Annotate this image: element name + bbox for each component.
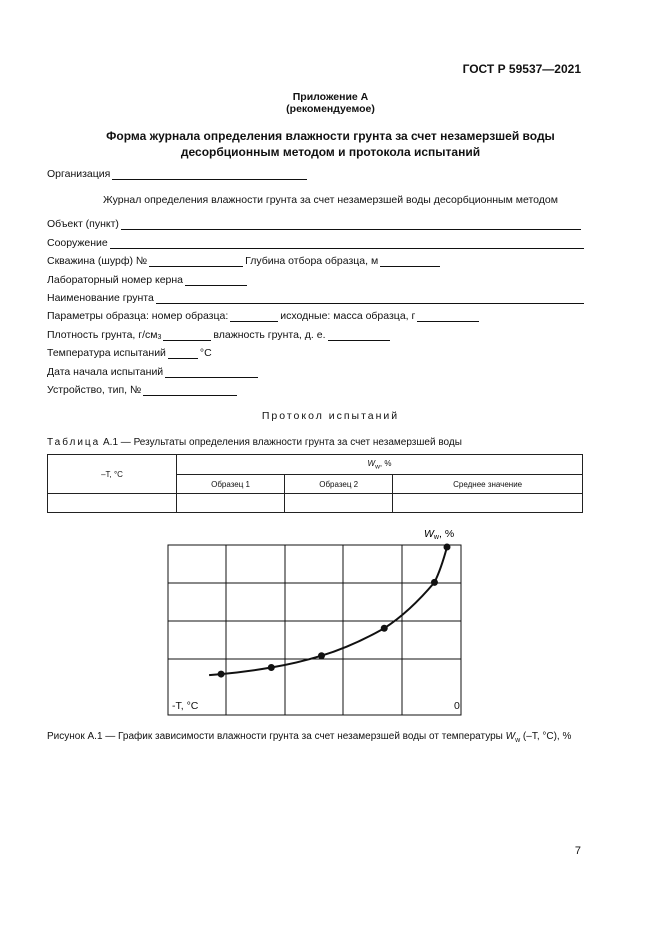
table-caption-prefix: Таблица bbox=[47, 437, 101, 448]
document-code: ГОСТ Р 59537—2021 bbox=[462, 62, 581, 76]
form-title bbox=[0, 128, 661, 160]
page-number: 7 bbox=[574, 845, 581, 857]
organization-field bbox=[47, 168, 309, 180]
figure-caption-sub: w bbox=[515, 737, 521, 744]
params-field bbox=[47, 310, 481, 322]
data-point bbox=[218, 671, 225, 678]
well-field bbox=[47, 255, 442, 267]
start-date-line bbox=[165, 367, 258, 378]
data-points bbox=[218, 544, 451, 678]
lab-number-label: Лабораторный номер керна bbox=[47, 274, 184, 286]
table-row bbox=[48, 494, 583, 513]
well-line bbox=[149, 256, 243, 267]
table-subheader-average: Среднее значение bbox=[393, 475, 583, 494]
table-cell-empty bbox=[48, 494, 177, 513]
x-origin-label: 0 bbox=[454, 700, 460, 712]
figure-caption-prefix: Рисунок А.1 — График зависимости влажности грунта за счет незамерзшей воды от температуры bbox=[47, 731, 503, 742]
temperature-line bbox=[168, 348, 198, 359]
results-table bbox=[47, 454, 583, 513]
device-label: Устройство, тип, № bbox=[47, 384, 142, 396]
data-point bbox=[444, 544, 451, 551]
depth-line bbox=[380, 256, 440, 267]
y-axis-label: Ww, % bbox=[424, 528, 455, 541]
moisture-label: влажность грунта, д. е. bbox=[213, 329, 326, 341]
data-point bbox=[318, 652, 325, 659]
density-field bbox=[47, 329, 392, 341]
chart-grid bbox=[168, 545, 461, 715]
table-caption-text: А.1 — Результаты определения влажности грунта за счет незамерзшей воды bbox=[103, 437, 462, 448]
density-line bbox=[163, 330, 211, 341]
structure-label: Сооружение bbox=[47, 237, 108, 249]
object-label: Объект (пункт) bbox=[47, 218, 119, 230]
protocol-title: Протокол испытаний bbox=[261, 410, 400, 422]
table-header-sub: w bbox=[375, 463, 380, 471]
initial-mass-label: исходные: масса образца, г bbox=[280, 310, 416, 322]
soil-name-label: Наименование грунта bbox=[47, 292, 154, 304]
lab-number-field bbox=[47, 274, 249, 286]
table-caption bbox=[47, 437, 462, 448]
x-axis-label: -T, °C bbox=[172, 700, 199, 712]
device-line bbox=[143, 385, 237, 396]
device-field bbox=[47, 384, 239, 396]
params-label: Параметры образца: номер образца: bbox=[47, 310, 229, 322]
depth-label: Глубина отбора образца, м bbox=[245, 255, 379, 267]
table-cell-empty bbox=[393, 494, 583, 513]
form-title-line-2: десорбционным методом и протокола испытаний bbox=[180, 145, 481, 159]
temperature-field bbox=[47, 347, 212, 359]
moisture-chart bbox=[150, 520, 480, 720]
data-point bbox=[381, 625, 388, 632]
figure-caption-var: W bbox=[505, 731, 516, 742]
table-header-temperature: –T, °C bbox=[48, 455, 177, 494]
object-line bbox=[121, 219, 581, 230]
table-header-unit: , % bbox=[379, 458, 392, 468]
organization-label: Организация bbox=[47, 168, 111, 180]
figure-caption-suffix: (–T, °C), % bbox=[522, 731, 572, 742]
moisture-line bbox=[328, 330, 390, 341]
density-label: Плотность грунта, г/см bbox=[47, 329, 158, 341]
organization-line bbox=[112, 169, 307, 180]
form-title-line-1: Форма журнала определения влажности грунта за счет незамерзшей воды bbox=[106, 129, 555, 143]
table-header-var: W bbox=[367, 458, 376, 468]
data-point bbox=[431, 579, 438, 586]
table-cell-empty bbox=[285, 494, 393, 513]
soil-name-field bbox=[47, 292, 586, 304]
sample-number-line bbox=[230, 311, 278, 322]
start-date-label: Дата начала испытаний bbox=[47, 366, 164, 378]
table-header-moisture bbox=[177, 455, 583, 475]
table-subheader-sample-2: Образец 2 bbox=[285, 475, 393, 494]
appendix-subtitle: (рекомендуемое) bbox=[286, 103, 375, 115]
table-cell-empty bbox=[177, 494, 285, 513]
object-field bbox=[47, 218, 583, 230]
structure-line bbox=[110, 238, 584, 249]
structure-field bbox=[47, 237, 586, 249]
lab-number-line bbox=[185, 275, 247, 286]
table-subheader-sample-1: Образец 1 bbox=[177, 475, 285, 494]
initial-mass-line bbox=[417, 311, 479, 322]
temperature-unit: °С bbox=[199, 347, 212, 359]
data-point bbox=[268, 664, 275, 671]
figure-caption bbox=[47, 731, 607, 744]
chart-frame bbox=[168, 545, 461, 715]
well-label: Скважина (шурф) № bbox=[47, 255, 148, 267]
soil-name-line bbox=[156, 293, 584, 304]
density-exponent: 3 bbox=[157, 334, 162, 341]
moisture-curve bbox=[209, 547, 447, 675]
journal-title: Журнал определения влажности грунта за счет незамерзшей воды десорбционным методом bbox=[103, 194, 558, 206]
appendix-title: Приложение А bbox=[292, 91, 369, 103]
start-date-field bbox=[47, 366, 260, 378]
temperature-label: Температура испытаний bbox=[47, 347, 166, 359]
